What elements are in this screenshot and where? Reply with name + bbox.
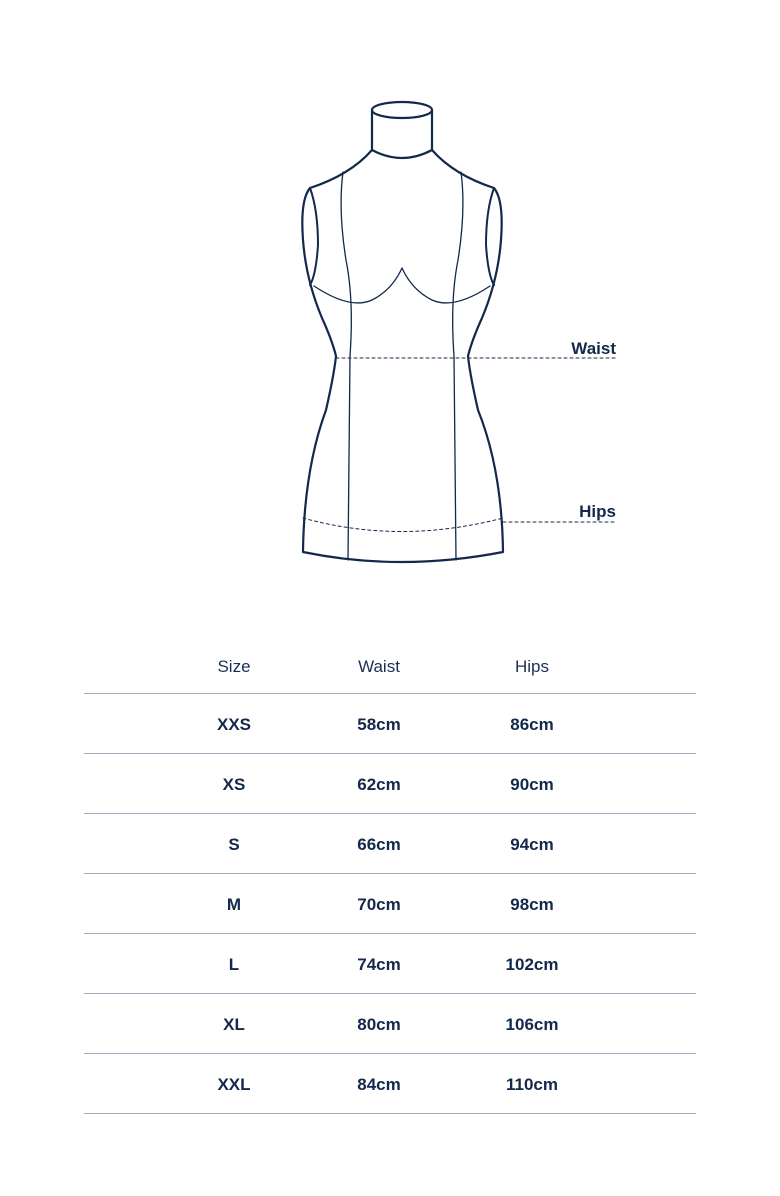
waist-cell: 84cm <box>357 1075 401 1094</box>
size-cell: XXS <box>216 715 252 734</box>
waist-cell: 80cm <box>357 1015 401 1034</box>
size-cell: L <box>228 955 240 974</box>
waist-cell: 62cm <box>357 775 401 794</box>
waist-cell: 74cm <box>357 955 401 974</box>
table-header-row <box>84 640 696 694</box>
seam-right <box>453 172 463 560</box>
waist-cell: 70cm <box>357 895 401 914</box>
bust-line <box>314 268 490 303</box>
hips-label: Hips <box>579 502 616 521</box>
hips-cell: 90cm <box>510 775 554 794</box>
hips-cell: 94cm <box>510 835 554 854</box>
hips-cell: 102cm <box>505 955 559 974</box>
size-cell: M <box>226 895 242 914</box>
header-waist: Waist <box>358 657 400 676</box>
table-row <box>84 874 696 934</box>
hips-cell: 86cm <box>510 715 554 734</box>
neck-top <box>372 102 432 118</box>
table-row <box>84 694 696 754</box>
table-row <box>84 1054 696 1114</box>
armhole-right <box>486 188 494 285</box>
hip-band <box>303 518 503 532</box>
table-row <box>84 934 696 994</box>
header-hips: Hips <box>514 657 549 676</box>
armhole-left <box>310 188 318 285</box>
hips-cell: 106cm <box>505 1015 559 1034</box>
size-cell: XS <box>222 775 246 794</box>
header-size: Size <box>217 657 251 676</box>
waist-cell: 66cm <box>357 835 401 854</box>
table-row <box>84 814 696 874</box>
size-cell: S <box>228 835 240 854</box>
torso-outline-left <box>302 150 503 562</box>
waist-label: Waist <box>571 339 616 358</box>
hips-cell: 98cm <box>510 895 554 914</box>
waist-cell: 58cm <box>357 715 401 734</box>
table-row <box>84 754 696 814</box>
seam-left <box>341 172 351 560</box>
size-cell: XL <box>223 1015 245 1034</box>
table-row <box>84 994 696 1054</box>
size-chart-table <box>84 640 696 1114</box>
hips-cell: 110cm <box>506 1075 558 1094</box>
size-cell: XXL <box>217 1075 251 1094</box>
